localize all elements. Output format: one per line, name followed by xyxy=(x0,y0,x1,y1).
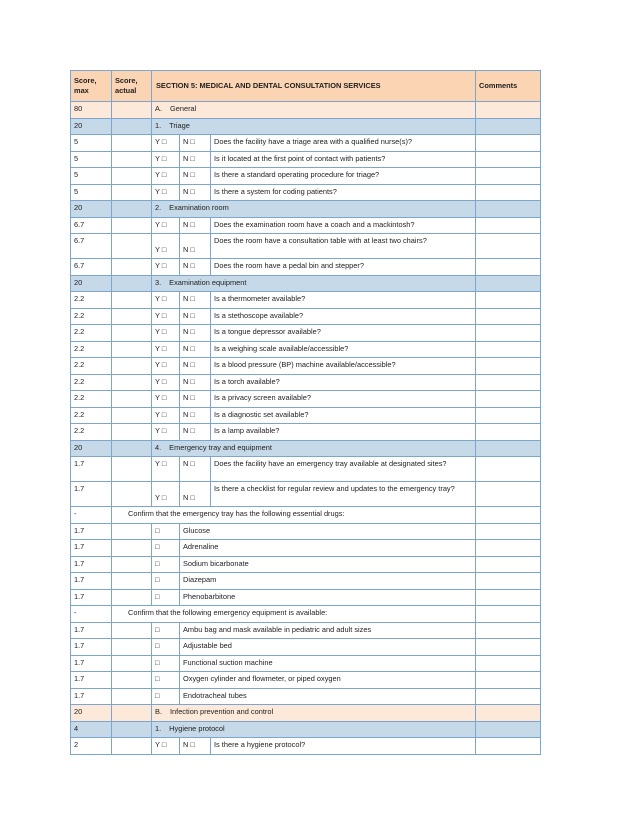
comments-cell[interactable] xyxy=(476,622,541,639)
comments-cell[interactable] xyxy=(476,424,541,441)
score-actual-cell[interactable] xyxy=(112,118,152,135)
comments-cell[interactable] xyxy=(476,151,541,168)
comments-cell[interactable] xyxy=(476,135,541,152)
no-checkbox[interactable]: N □ xyxy=(180,391,211,408)
table-row xyxy=(71,259,541,276)
comments-cell[interactable] xyxy=(476,523,541,540)
table-row xyxy=(71,135,541,152)
question-text: Is a privacy screen available? xyxy=(211,391,476,408)
table-row xyxy=(71,672,541,689)
no-checkbox[interactable]: N □ xyxy=(180,738,211,755)
score-actual-cell[interactable] xyxy=(112,738,152,755)
score-actual-cell[interactable] xyxy=(112,523,152,540)
question-text: Is there a system for coding patients? xyxy=(211,184,476,201)
score-actual-cell[interactable] xyxy=(112,308,152,325)
section-b-score: 20 xyxy=(71,705,112,722)
score-max-cell: 6.7 xyxy=(71,234,112,259)
yes-checkbox[interactable]: Y □ xyxy=(152,234,180,259)
table-row xyxy=(71,523,541,540)
yes-checkbox[interactable]: Y □ xyxy=(152,292,180,309)
score-max-header: Score, max xyxy=(71,71,112,102)
table-row xyxy=(71,573,541,590)
score-max-cell: 2 xyxy=(71,738,112,755)
table-row xyxy=(71,184,541,201)
table-row xyxy=(71,482,541,507)
question-text: Does the room have a pedal bin and stepper? xyxy=(211,259,476,276)
score-max-cell: 2.2 xyxy=(71,341,112,358)
yes-checkbox[interactable]: Y □ xyxy=(152,168,180,185)
yes-checkbox[interactable]: Y □ xyxy=(152,341,180,358)
comments-cell[interactable] xyxy=(476,606,541,623)
table-row xyxy=(71,358,541,375)
table-row xyxy=(71,540,541,557)
item-text: Endotracheal tubes xyxy=(180,688,476,705)
comments-cell[interactable] xyxy=(476,738,541,755)
score-max-cell: 1.7 xyxy=(71,589,112,606)
comments-cell[interactable] xyxy=(476,482,541,507)
table-row xyxy=(71,556,541,573)
section-b-title: B. Infection prevention and control xyxy=(152,705,476,722)
comments-cell[interactable] xyxy=(476,556,541,573)
score-actual-cell[interactable] xyxy=(112,407,152,424)
item-text: Glucose xyxy=(180,523,476,540)
section-a-title: A. General xyxy=(152,102,476,119)
score-max-cell: 2.2 xyxy=(71,374,112,391)
drugs-intro-text: Confirm that the emergency tray has the following essential drugs: xyxy=(112,507,476,524)
consultation-checklist-table xyxy=(70,70,541,755)
comments-cell[interactable] xyxy=(476,234,541,259)
item-text: Adrenaline xyxy=(180,540,476,557)
section-b-row xyxy=(71,705,541,722)
no-checkbox[interactable]: N □ xyxy=(180,259,211,276)
table-row xyxy=(71,639,541,656)
score-max-cell: - xyxy=(71,507,112,524)
triage-row xyxy=(71,118,541,135)
question-text: Is there a checklist for regular review and updates to the emergency tray? xyxy=(211,482,476,507)
table-row xyxy=(71,457,541,482)
emergency-score: 20 xyxy=(71,440,112,457)
item-checkbox[interactable]: □ xyxy=(152,672,180,689)
hygiene-row xyxy=(71,721,541,738)
table-row xyxy=(71,655,541,672)
comments-cell[interactable] xyxy=(476,102,541,119)
score-max-cell: 1.7 xyxy=(71,655,112,672)
no-checkbox[interactable]: N □ xyxy=(180,457,211,482)
question-text: Is a tongue depressor available? xyxy=(211,325,476,342)
score-max-cell: 1.7 xyxy=(71,523,112,540)
no-checkbox[interactable]: N □ xyxy=(180,135,211,152)
no-checkbox[interactable]: N □ xyxy=(180,407,211,424)
section-a-score: 80 xyxy=(71,102,112,119)
yes-checkbox[interactable]: Y □ xyxy=(152,151,180,168)
section-title: SECTION 5: MEDICAL AND DENTAL CONSULTATION SERVICES xyxy=(152,71,476,102)
score-actual-cell[interactable] xyxy=(112,391,152,408)
exam-equipment-title: 3. Examination equipment xyxy=(152,275,476,292)
drugs-intro-row xyxy=(71,507,541,524)
yes-checkbox[interactable]: Y □ xyxy=(152,217,180,234)
question-text: Is there a standard operating procedure for triage? xyxy=(211,168,476,185)
question-text: Is a diagnostic set available? xyxy=(211,407,476,424)
no-checkbox[interactable]: N □ xyxy=(180,374,211,391)
item-checkbox[interactable]: □ xyxy=(152,556,180,573)
item-checkbox[interactable]: □ xyxy=(152,540,180,557)
item-checkbox[interactable]: □ xyxy=(152,688,180,705)
score-max-cell: 2.2 xyxy=(71,325,112,342)
item-checkbox[interactable]: □ xyxy=(152,639,180,656)
table-row xyxy=(71,217,541,234)
comments-cell[interactable] xyxy=(476,540,541,557)
equipment-intro-row xyxy=(71,606,541,623)
question-text: Is a blood pressure (BP) machine available/accessible? xyxy=(211,358,476,375)
score-actual-cell[interactable] xyxy=(112,259,152,276)
table-row xyxy=(71,168,541,185)
score-max-cell: 1.7 xyxy=(71,482,112,507)
score-actual-cell[interactable] xyxy=(112,639,152,656)
score-max-cell: 2.2 xyxy=(71,358,112,375)
hygiene-score: 4 xyxy=(71,721,112,738)
score-max-cell: 1.7 xyxy=(71,688,112,705)
score-max-cell: 2.2 xyxy=(71,292,112,309)
question-text: Is a lamp available? xyxy=(211,424,476,441)
no-checkbox[interactable]: N □ xyxy=(180,184,211,201)
comments-cell[interactable] xyxy=(476,573,541,590)
question-text: Does the examination room have a coach and a mackintosh? xyxy=(211,217,476,234)
question-text: Is a stethoscope available? xyxy=(211,308,476,325)
score-max-cell: 1.7 xyxy=(71,556,112,573)
question-text: Does the room have a consultation table with at least two chairs? xyxy=(211,234,476,259)
no-checkbox[interactable]: N □ xyxy=(180,168,211,185)
item-text: Sodium bicarbonate xyxy=(180,556,476,573)
no-checkbox[interactable]: N □ xyxy=(180,151,211,168)
score-actual-cell[interactable] xyxy=(112,482,152,507)
yes-checkbox[interactable]: Y □ xyxy=(152,135,180,152)
score-actual-cell[interactable] xyxy=(112,672,152,689)
score-max-cell: 1.7 xyxy=(71,639,112,656)
score-actual-cell[interactable] xyxy=(112,201,152,218)
item-checkbox[interactable]: □ xyxy=(152,589,180,606)
comments-cell[interactable] xyxy=(476,639,541,656)
comments-cell[interactable] xyxy=(476,259,541,276)
score-max-cell: 5 xyxy=(71,151,112,168)
question-text: Does the facility have a triage area with a qualified nurse(s)? xyxy=(211,135,476,152)
score-max-cell: 5 xyxy=(71,168,112,185)
yes-checkbox[interactable]: Y □ xyxy=(152,391,180,408)
yes-checkbox[interactable]: Y □ xyxy=(152,738,180,755)
table-row xyxy=(71,424,541,441)
score-actual-cell[interactable] xyxy=(112,424,152,441)
emergency-row xyxy=(71,440,541,457)
no-checkbox[interactable]: N □ xyxy=(180,308,211,325)
table-row xyxy=(71,151,541,168)
score-max-cell: 1.7 xyxy=(71,540,112,557)
section-a-row xyxy=(71,102,541,119)
score-max-cell: 1.7 xyxy=(71,622,112,639)
yes-checkbox[interactable]: Y □ xyxy=(152,259,180,276)
table-row xyxy=(71,622,541,639)
score-actual-cell[interactable] xyxy=(112,102,152,119)
exam-room-title: 2. Examination room xyxy=(152,201,476,218)
comments-cell[interactable] xyxy=(476,118,541,135)
table-row xyxy=(71,308,541,325)
score-actual-cell[interactable] xyxy=(112,688,152,705)
question-text: Is a weighing scale available/accessible? xyxy=(211,341,476,358)
score-max-cell: 2.2 xyxy=(71,407,112,424)
score-actual-cell[interactable] xyxy=(112,655,152,672)
comments-header: Comments xyxy=(476,71,541,102)
score-actual-cell[interactable] xyxy=(112,234,152,259)
comments-cell[interactable] xyxy=(476,507,541,524)
question-text: Is a thermometer available? xyxy=(211,292,476,309)
table-row xyxy=(71,391,541,408)
table-row xyxy=(71,325,541,342)
item-text: Oxygen cylinder and flowmeter, or piped oxygen xyxy=(180,672,476,689)
yes-checkbox[interactable]: Y □ xyxy=(152,482,180,507)
table-row xyxy=(71,341,541,358)
score-actual-cell[interactable] xyxy=(112,440,152,457)
comments-cell[interactable] xyxy=(476,201,541,218)
table-row xyxy=(71,234,541,259)
comments-cell[interactable] xyxy=(476,589,541,606)
no-checkbox[interactable]: N □ xyxy=(180,234,211,259)
table-row xyxy=(71,374,541,391)
item-checkbox[interactable]: □ xyxy=(152,622,180,639)
triage-title: 1. Triage xyxy=(152,118,476,135)
comments-cell[interactable] xyxy=(476,440,541,457)
item-text: Functional suction machine xyxy=(180,655,476,672)
yes-checkbox[interactable]: Y □ xyxy=(152,325,180,342)
score-max-cell: 1.7 xyxy=(71,573,112,590)
comments-cell[interactable] xyxy=(476,721,541,738)
question-text: Is it located at the first point of contact with patients? xyxy=(211,151,476,168)
comments-cell[interactable] xyxy=(476,358,541,375)
equipment-intro-text: Confirm that the following emergency equipment is available: xyxy=(112,606,476,623)
yes-checkbox[interactable]: Y □ xyxy=(152,424,180,441)
score-max-cell: 2.2 xyxy=(71,308,112,325)
score-max-cell: 6.7 xyxy=(71,217,112,234)
score-actual-cell[interactable] xyxy=(112,540,152,557)
score-actual-cell[interactable] xyxy=(112,556,152,573)
no-checkbox[interactable]: N □ xyxy=(180,217,211,234)
comments-cell[interactable] xyxy=(476,672,541,689)
yes-checkbox[interactable]: Y □ xyxy=(152,374,180,391)
score-actual-cell[interactable] xyxy=(112,457,152,482)
no-checkbox[interactable]: N □ xyxy=(180,482,211,507)
comments-cell[interactable] xyxy=(476,217,541,234)
yes-checkbox[interactable]: Y □ xyxy=(152,308,180,325)
table-row xyxy=(71,589,541,606)
emergency-title: 4. Emergency tray and equipment xyxy=(152,440,476,457)
no-checkbox[interactable]: N □ xyxy=(180,358,211,375)
comments-cell[interactable] xyxy=(476,705,541,722)
no-checkbox[interactable]: N □ xyxy=(180,424,211,441)
comments-cell[interactable] xyxy=(476,688,541,705)
hygiene-title: 1. Hygiene protocol xyxy=(152,721,476,738)
score-actual-cell[interactable] xyxy=(112,573,152,590)
score-actual-cell[interactable] xyxy=(112,589,152,606)
item-text: Ambu bag and mask available in pediatric and adult sizes xyxy=(180,622,476,639)
score-actual-cell[interactable] xyxy=(112,151,152,168)
exam-room-row xyxy=(71,201,541,218)
score-actual-header: Score, actual xyxy=(112,71,152,102)
score-actual-cell[interactable] xyxy=(112,374,152,391)
score-actual-cell[interactable] xyxy=(112,358,152,375)
table-row xyxy=(71,407,541,424)
item-checkbox[interactable]: □ xyxy=(152,655,180,672)
yes-checkbox[interactable]: Y □ xyxy=(152,457,180,482)
comments-cell[interactable] xyxy=(476,168,541,185)
yes-checkbox[interactable]: Y □ xyxy=(152,358,180,375)
comments-cell[interactable] xyxy=(476,655,541,672)
comments-cell[interactable] xyxy=(476,341,541,358)
item-checkbox[interactable]: □ xyxy=(152,573,180,590)
exam-equipment-score: 20 xyxy=(71,275,112,292)
comments-cell[interactable] xyxy=(476,275,541,292)
comments-cell[interactable] xyxy=(476,292,541,309)
item-checkbox[interactable]: □ xyxy=(152,523,180,540)
score-actual-cell[interactable] xyxy=(112,292,152,309)
score-max-cell: 2.2 xyxy=(71,424,112,441)
item-text: Diazepam xyxy=(180,573,476,590)
item-text: Adjustable bed xyxy=(180,639,476,656)
no-checkbox[interactable]: N □ xyxy=(180,341,211,358)
score-actual-cell[interactable] xyxy=(112,341,152,358)
question-text: Is a torch available? xyxy=(211,374,476,391)
item-text: Phenobarbitone xyxy=(180,589,476,606)
table-header-row xyxy=(71,71,541,102)
comments-cell[interactable] xyxy=(476,391,541,408)
score-max-cell: 2.2 xyxy=(71,391,112,408)
question-text: Is there a hygiene protocol? xyxy=(211,738,476,755)
comments-cell[interactable] xyxy=(476,407,541,424)
score-max-cell: 5 xyxy=(71,135,112,152)
yes-checkbox[interactable]: Y □ xyxy=(152,407,180,424)
comments-cell[interactable] xyxy=(476,325,541,342)
comments-cell[interactable] xyxy=(476,184,541,201)
score-max-cell: 1.7 xyxy=(71,672,112,689)
exam-room-score: 20 xyxy=(71,201,112,218)
score-max-cell: 5 xyxy=(71,184,112,201)
score-actual-cell[interactable] xyxy=(112,275,152,292)
score-actual-cell[interactable] xyxy=(112,705,152,722)
no-checkbox[interactable]: N □ xyxy=(180,325,211,342)
score-actual-cell[interactable] xyxy=(112,721,152,738)
table-row xyxy=(71,292,541,309)
score-max-cell: 6.7 xyxy=(71,259,112,276)
score-max-cell: - xyxy=(71,606,112,623)
table-row xyxy=(71,738,541,755)
score-actual-cell[interactable] xyxy=(112,622,152,639)
score-actual-cell[interactable] xyxy=(112,168,152,185)
no-checkbox[interactable]: N □ xyxy=(180,292,211,309)
score-actual-cell[interactable] xyxy=(112,135,152,152)
comments-cell[interactable] xyxy=(476,374,541,391)
comments-cell[interactable] xyxy=(476,308,541,325)
score-max-cell: 1.7 xyxy=(71,457,112,482)
score-actual-cell[interactable] xyxy=(112,325,152,342)
yes-checkbox[interactable]: Y □ xyxy=(152,184,180,201)
question-text: Does the facility have an emergency tray available at designated sites? xyxy=(211,457,476,482)
triage-score: 20 xyxy=(71,118,112,135)
score-actual-cell[interactable] xyxy=(112,217,152,234)
exam-equipment-row xyxy=(71,275,541,292)
comments-cell[interactable] xyxy=(476,457,541,482)
score-actual-cell[interactable] xyxy=(112,184,152,201)
table-row xyxy=(71,688,541,705)
